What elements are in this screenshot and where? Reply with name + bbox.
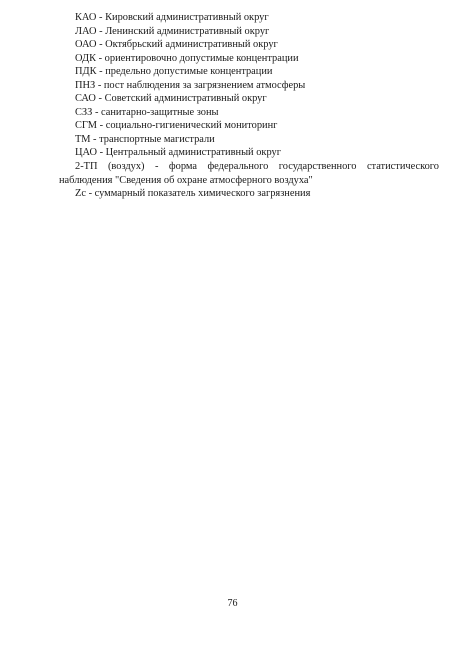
abbreviation-term: ПДК — [75, 66, 97, 78]
abbreviation-entry — [59, 11, 439, 25]
abbreviation-entry — [59, 25, 439, 39]
separator: - — [95, 93, 105, 105]
separator: - — [92, 106, 101, 118]
abbreviation-definition: предельно допустимые концентрации — [105, 66, 273, 78]
abbreviation-term: 2-ТП (воздух) — [75, 161, 145, 173]
page-number: 76 — [227, 598, 238, 609]
abbreviation-definition: Ленинский административный округ — [105, 25, 270, 37]
abbreviation-entry — [59, 65, 439, 79]
abbreviation-entry — [59, 52, 439, 66]
abbreviation-term: КАО — [75, 12, 97, 23]
abbreviation-term: САО — [75, 93, 96, 105]
abbreviation-term: ЛАО — [75, 25, 97, 37]
abbreviation-definition: транспортные магистрали — [99, 133, 215, 145]
abbreviation-entry — [59, 133, 439, 147]
abbreviation-entry — [59, 187, 439, 201]
abbreviation-entry — [59, 106, 439, 120]
abbreviation-term: Zc — [75, 188, 86, 200]
abbreviation-definition: Центральный административный округ — [105, 147, 281, 159]
abbreviation-list — [59, 11, 439, 201]
abbreviation-term: ПНЗ — [75, 79, 96, 91]
abbreviation-term: ОДК — [75, 52, 97, 64]
abbreviation-definition: пост наблюдения за загрязнением атмосферы — [103, 79, 306, 91]
abbreviation-entry — [59, 160, 439, 187]
abbreviation-term: ТМ — [75, 133, 91, 145]
separator: - — [97, 120, 106, 132]
separator: - — [85, 188, 95, 200]
abbreviation-definition: социально-гигиенический мониторинг — [105, 120, 278, 132]
separator: - — [96, 25, 106, 37]
separator: - — [96, 12, 106, 23]
abbreviation-entry — [59, 146, 439, 160]
separator: - — [96, 39, 106, 51]
separator: - — [96, 52, 105, 64]
separator: - — [97, 147, 106, 159]
separator: - — [96, 66, 106, 78]
separator: - — [90, 133, 100, 145]
abbreviation-term: ОАО — [75, 39, 97, 51]
abbreviation-definition: Октябрьский административный округ — [105, 39, 278, 51]
abbreviation-entry — [59, 119, 439, 133]
abbreviation-definition: Кировский административный округ — [105, 12, 269, 23]
abbreviation-term: ЦАО — [75, 147, 97, 159]
abbreviation-entry — [59, 79, 439, 93]
separator: - — [95, 79, 104, 91]
abbreviation-entry — [59, 92, 439, 106]
abbreviation-definition: санитарно-защитные зоны — [101, 106, 219, 118]
abbreviation-term: СГМ — [75, 120, 98, 132]
separator: - — [144, 161, 169, 173]
abbreviation-definition: ориентировочно допустимые концентрации — [104, 52, 299, 64]
abbreviation-term: СЗЗ — [75, 106, 93, 118]
abbreviation-definition: суммарный показатель химического загрязнения — [94, 188, 311, 200]
abbreviation-definition: форма федерального государственного статистического наблюдения "Сведения об охране атмосферного воздуха" — [59, 161, 439, 186]
abbreviation-entry — [59, 38, 439, 52]
abbreviation-definition: Советский административный округ — [104, 93, 267, 105]
